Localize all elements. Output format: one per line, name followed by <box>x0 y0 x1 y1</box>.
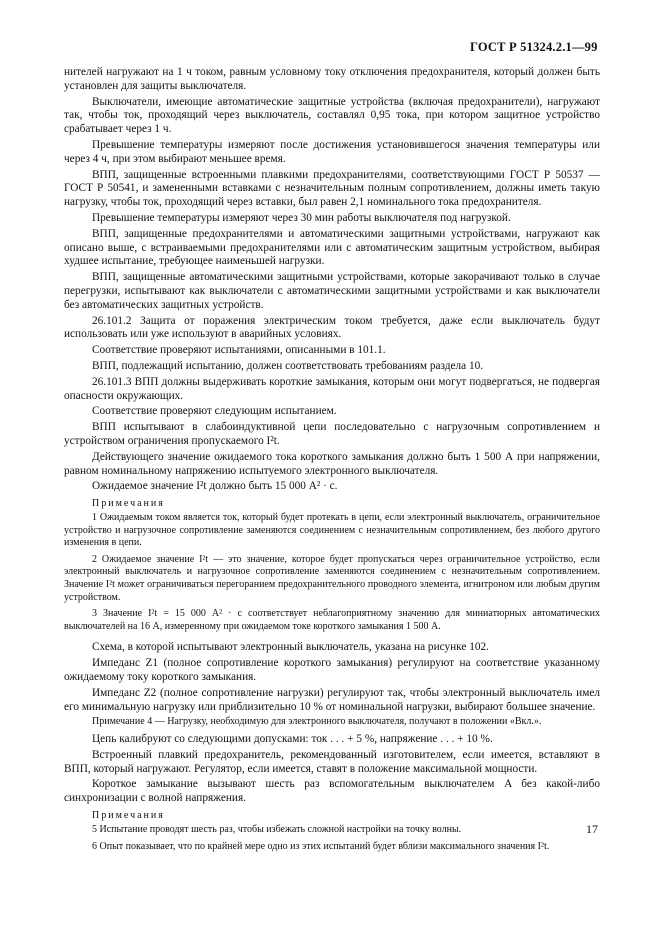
paragraph: Импеданс Z2 (полное сопротивление нагрузки) регулируют так, чтобы электронный выключатель имел его минимальную нагрузку или приблизительно 10 % от номинальной нагрузки, выбирают большее значение. <box>64 686 600 713</box>
paragraph: Короткое замыкание вызывают шесть раз вспомогательным выключателем A без какой-либо синхронизации с волной напряжения. <box>64 778 600 805</box>
paragraph: Встроенный плавкий предохранитель, рекомендованный изготовителем, если имеется, вставляют в ВПП, который нагружают. Регулятор, если имеется, ставят в положение максимальной мощности. <box>64 748 600 775</box>
paragraph: Соответствие проверяют следующим испытанием. <box>92 405 337 418</box>
notes-heading: Примечания <box>92 810 165 822</box>
document-header: ГОСТ Р 51324.2.1—99 <box>470 40 598 54</box>
clause-26-101-3: 26.101.3 ВПП должны выдерживать короткие замыкания, которым они могут подвергаться, не подвергая опасности окружающих. <box>64 375 600 402</box>
paragraph: Выключатели, имеющие автоматические защитные устройства (включая предохранители), нагружают так, чтобы ток, проходящий через выключатель, составлял 0,95 тока, при котором защитное устройство срабатывает через 1 ч. <box>64 95 600 136</box>
note-item: 2 Ожидаемое значение I²t — это значение, которое будет пропускаться через ограничительное устройство, если электронный выключатель и нагрузочное сопротивление заменяются соединением с незначительным сопротивлением. Значение I²t может ограничиваться перегоранием предохранительного проводного элемента, игнитроном или любым другим устройством. <box>64 553 600 603</box>
paragraph: Превышение температуры измеряют через 30 мин работы выключателя под нагрузкой. <box>92 211 511 224</box>
paragraph: Ожидаемое значение I²t должно быть 15 000 А² · с. <box>92 480 338 493</box>
page-number: 17 <box>586 822 598 836</box>
page-body <box>64 66 600 857</box>
paragraph: ВПП, защищенные предохранителями и автоматическими защитными устройствами, нагружают как описано выше, с встраиваемыми предохранителями или с автоматическим защитным устройством, выбирая худшее испытание, требующее наименьшей нагрузки. <box>64 227 600 268</box>
paragraph: ВПП, подлежащий испытанию, должен соответствовать требованиям раздела 10. <box>92 359 484 372</box>
paragraph: нителей нагружают на 1 ч током, равным условному току отключения предохранителя, который должен быть установлен для защиты выключателя. <box>64 66 600 92</box>
note-item: 6 Опыт показывает, что по крайней мере одно из этих испытаний будет вблизи максимального значения I²t. <box>92 840 550 852</box>
paragraph: Превышение температуры измеряют после достижения установившегося значения температуры или через 4 ч, при этом выбирают меньшее время. <box>64 138 600 165</box>
paragraph: Действующего значение ожидаемого тока короткого замыкания должно быть 1 500 А при напряжении, равном номинальному напряжению испытуемого электронного выключателя. <box>64 450 600 477</box>
paragraph: Схема, в которой испытывают электронный выключатель, указана на рисунке 102. <box>92 641 490 654</box>
paragraph: ВПП, защищенные автоматическими защитными устройствами, которые закорачивают только в случае перегрузки, испытывают как выключатели с автоматическими защитными устройствами и как выключатели без автоматических защитных устройств. <box>64 271 600 311</box>
notes-heading: Примечания <box>92 498 165 510</box>
paragraph: ВПП испытывают в слабоиндуктивной цепи последовательно с нагрузочным сопротивлением и устройством ограничения пропускаемого I²t. <box>64 421 600 447</box>
paragraph: Соответствие проверяют испытаниями, описанными в 101.1. <box>92 344 386 357</box>
clause-26-101-2: 26.101.2 Защита от поражения электрическим током требуется, даже если выключатель будут использовать или уже используют в аварийных условиях. <box>64 314 600 341</box>
paragraph: Импеданс Z1 (полное сопротивление короткого замыкания) регулируют на соответствие указанному ожидаемому току короткого замыкания. <box>64 657 600 684</box>
paragraph: ВПП, защищенные встроенными плавкими предохранителями, соответствующими ГОСТ Р 50537 — ГОСТ Р 50541, и замененными вставками с незначительным полным сопротивлением, должны иметь такую нагрузку, чтобы ток, проходящий через вставки, был равен 2,1 номинального тока предохранителя. <box>64 168 600 209</box>
note-item: 1 Ожидаемым током является ток, который будет протекать в цепи, если электронный выключатель, ограничительное устройство и нагрузочное сопротивление заменяются соединением с незначительным сопротивлением, без любого другого изменения в цепи. <box>64 512 600 549</box>
note-item: 5 Испытание проводят шесть раз, чтобы избежать сложной настройки на точку волны. <box>92 824 462 836</box>
note-4: Примечание 4 — Нагрузку, необходимую для электронного выключателя, получают в положении «Вкл.». <box>92 716 542 728</box>
note-item: 3 Значение I²t = 15 000 А² · с соответствует неблагоприятному значению для миниатюрных автоматических выключателей на 16 А, измеренному при ожидаемом токе короткого замыкания 1 500 А. <box>64 608 600 632</box>
paragraph: Цепь калибруют со следующими допусками: ток . . . + 5 %, напряжение . . . + 10 %. <box>92 733 493 746</box>
